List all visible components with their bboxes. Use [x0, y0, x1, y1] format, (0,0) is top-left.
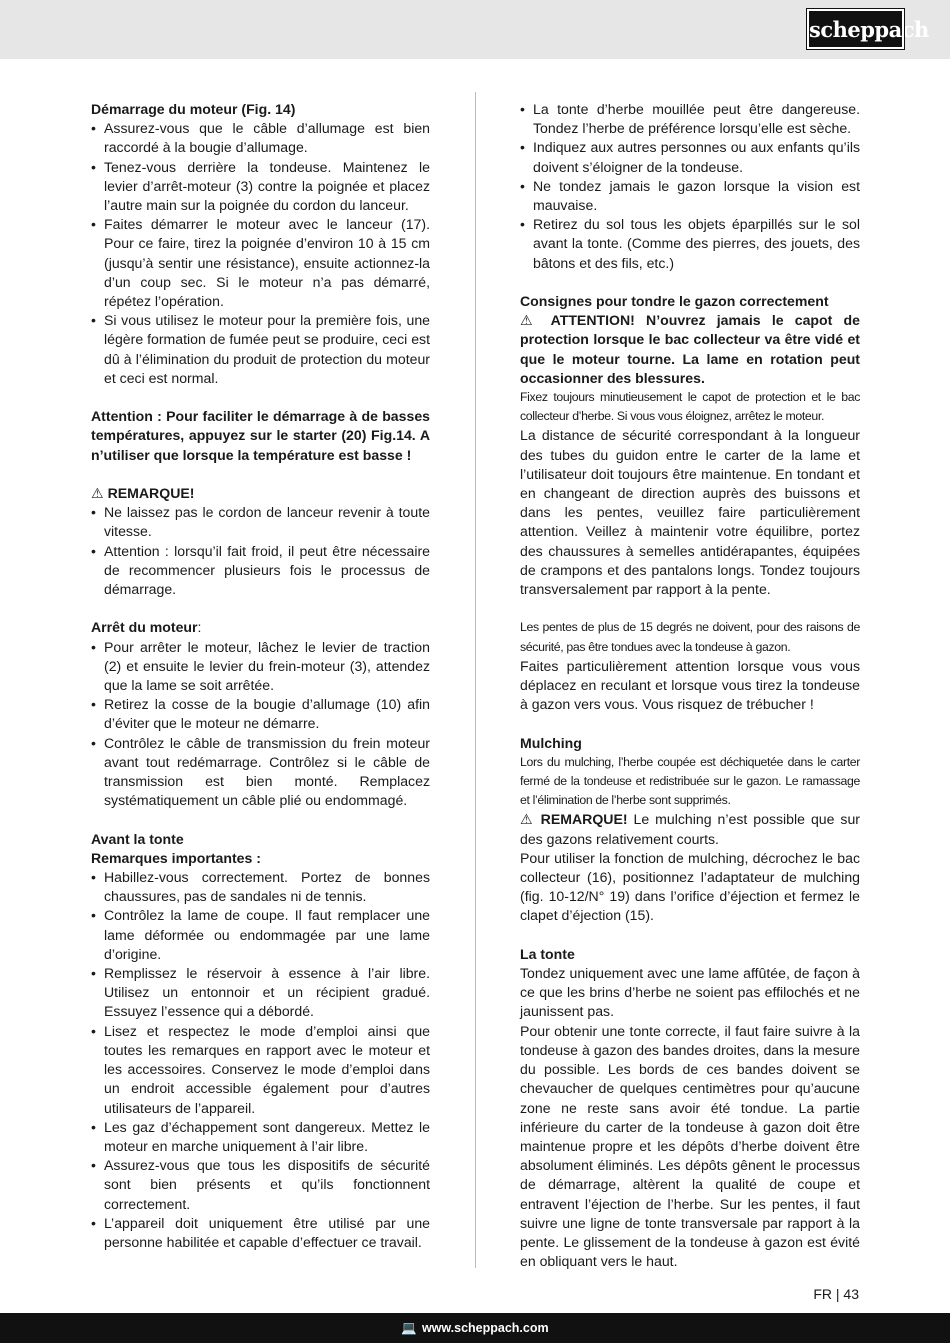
- section-subtitle-important-remarks: Remarques importantes :: [91, 849, 261, 866]
- list-item: • Retirez du sol tous les objets éparpillés sur le sol avant la tonte. (Comme des pierres, des jouets, des bâtons et des fils, etc.): [520, 215, 860, 273]
- brand-logo: scheppach: [807, 9, 904, 49]
- paragraph-sharp-blade: Tondez uniquement avec une lame affûtée, de façon à ce que les brins d’herbe ne soient pas effilochés et ne jaunissent pas.: [520, 965, 860, 1020]
- mulching-remark-label: REMARQUE!: [540, 811, 628, 828]
- mulching-remark-text: Le mulching n’est possible que sur des gazons relativement courts.: [520, 811, 860, 847]
- warning-icon: ⚠: [520, 312, 540, 329]
- section-title-before-mowing: Avant la tonte: [91, 830, 184, 847]
- list-item: • Faites démarrer le moteur avec le lanceur (17). Pour ce faire, tirez la poignée d’environ 10 à 15 cm (jusqu’à sentir une résistance), ensuite actionnez-la d’un coup sec. Si le moteur n’a pas démarré, répétez l’opération.: [91, 215, 430, 311]
- list-item: • Indiquez aux autres personnes ou aux enfants qu’ils doivent s’éloigner de la tondeuse.: [520, 138, 860, 176]
- remark-title: REMARQUE!: [107, 485, 195, 502]
- list-item: • La tonte d’herbe mouillée peut être dangereuse. Tondez l’herbe de préférence lorsqu’elle est sèche.: [520, 100, 860, 138]
- stop-engine-heading: [91, 618, 430, 637]
- small-note-protection-cover: Fixez toujours minutieusement le capot de protection et le bac collecteur d’herbe. Si vous vous éloignez, arrêtez le moteur.: [520, 390, 860, 424]
- list-item: • Attention : lorsqu’il fait froid, il peut être nécessaire de recommencer plusieurs fois le processus de démarrage.: [91, 542, 430, 600]
- list-item: • Assurez-vous que tous les dispositifs de sécurité sont bien présents et qu’ils fonctionnent correctement.: [91, 1156, 430, 1214]
- small-note-slopes: Les pentes de plus de 15 degrés ne doivent, pour des raisons de sécurité, pas être tondues avec la tondeuse à gazon.: [520, 620, 860, 654]
- list-item: • Contrôlez la lame de coupe. Il faut remplacer une lame déformée ou endommagée par une lame d’origine.: [91, 906, 430, 964]
- start-engine-list: [91, 119, 430, 388]
- stop-engine-list: [91, 638, 430, 811]
- left-column: [91, 100, 430, 1252]
- stop-engine-colon: :: [197, 619, 202, 636]
- list-item: • Les gaz d’échappement sont dangereux. Mettez le moteur en marche uniquement à l’air libre.: [91, 1118, 430, 1156]
- attention-note: Attention : Pour faciliter le démarrage à de basses températures, appuyez sur le starter (20) Fig.14. A n’utiliser que lorsque la température est basse !: [91, 408, 430, 463]
- list-item: • Tenez-vous derrière la tondeuse. Maintenez le levier d’arrêt-moteur (3) contre la poignée et placez l’autre main sur la poignée du cordon du lanceur.: [91, 158, 430, 216]
- paragraph-safety-distance: La distance de sécurité correspondant à la longueur des tubes du guidon entre le carter de la lame et l’utilisateur doit toujours être maintenue. En tondant et en changeant de direction auprès des buissons et dans les pentes, veuillez faire particulièrement attention. Veillez à maintenir votre équilibre, portez des chaussures à semelles antidérapantes, équipées de crampons et des pantalons longs. Tondez toujours transversalement par rapport à la pente.: [520, 427, 860, 598]
- remark-heading: [91, 484, 430, 503]
- continued-list: [520, 100, 860, 273]
- section-title-mulching: Mulching: [520, 734, 582, 751]
- website-link[interactable]: www.scheppach.com: [421, 1321, 549, 1335]
- list-item: • Ne laissez pas le cordon de lanceur revenir à toute vitesse.: [91, 503, 430, 541]
- list-item: • Habillez-vous correctement. Portez de bonnes chaussures, pas de sandales ni de tennis.: [91, 868, 430, 906]
- remark-list: [91, 503, 430, 599]
- paragraph-mulching-usage: Pour utiliser la fonction de mulching, décrochez le bac collecteur (16), positionnez l’adaptateur de mulching (fig. 10-12/N° 19) dans l’orifice d’éjection et fermez le clapet d’éjection (15).: [520, 849, 860, 924]
- list-item: • Assurez-vous que le câble d’allumage est bien raccordé à la bougie d’allumage.: [91, 119, 430, 157]
- mulching-remark: [520, 810, 860, 848]
- list-item: • L’appareil doit uniquement être utilisé par une personne habilitée et capable d’effectuer ce travail.: [91, 1214, 430, 1252]
- header-bar: [0, 0, 950, 59]
- footer-bar: [0, 1313, 950, 1343]
- paragraph-mowing-technique: Pour obtenir une tonte correcte, il faut faire suivre à la tondeuse à gazon des bandes droites, dans la mesure du possible. Les bords de ces bandes doivent se chevaucher de quelques centimètres pour qu’aucune zone ne reste sans avoir été tondue. La partie inférieure du carter de la tondeuse à gazon doit être maintenue propre et les dépôts d’herbe doivent être absolument éliminés. Les dépôts gênent le processus de démarrage, altèrent la qualité de coupe et entravent l’éjection de l’herbe. Sur les pentes, il faut suivre une ligne de tonte transversale par rapport à la pente. Le glissement de la tondeuse à gazon est évité en obliquant vers le haut.: [520, 1022, 860, 1270]
- right-column: [520, 100, 860, 1271]
- list-item: • Contrôlez le câble de transmission du frein moteur avant tout redémarrage. Contrôlez si le câble de transmission est bien monté. Remplacez systématiquement un câble plié ou endommagé.: [91, 734, 430, 811]
- section-title-mowing-instructions: Consignes pour tondre le gazon correctement: [520, 293, 829, 310]
- section-title-start-engine: Démarrage du moteur (Fig. 14): [91, 101, 296, 117]
- computer-icon: 💻: [401, 1321, 417, 1335]
- attention-warning: [520, 311, 860, 388]
- warning-icon: ⚠: [91, 485, 104, 502]
- before-mowing-list: [91, 868, 430, 1252]
- list-item: • Pour arrêter le moteur, lâchez le levier de traction (2) et ensuite le levier du frein-moteur (3), attendez que la lame se soit arrêtée.: [91, 638, 430, 696]
- page-number: FR | 43: [813, 1286, 859, 1302]
- warning-icon: ⚠: [520, 811, 535, 828]
- list-item: • Remplissez le réservoir à essence à l’air libre. Utilisez un entonnoir et un récipient gradué. Essuyez l’essence qui a débordé.: [91, 964, 430, 1022]
- list-item: • Retirez la cosse de la bougie d’allumage (10) afin d’éviter que le moteur ne démarre.: [91, 695, 430, 733]
- list-item: • Ne tondez jamais le gazon lorsque la vision est mauvaise.: [520, 177, 860, 215]
- small-note-mulching: Lors du mulching, l’herbe coupée est déchiquetée dans le carter fermé de la tondeuse et redistribuée sur le gazon. Le ramassage et l’élimination de l’herbe sont supprimés.: [520, 754, 860, 808]
- section-title-stop-engine: Arrêt du moteur: [91, 619, 198, 636]
- list-item: • Si vous utilisez le moteur pour la première fois, une légère formation de fumée peut se produire, ceci est dû à l’élimination du produit de protection du moteur et ceci est normal.: [91, 311, 430, 388]
- section-title-mowing: La tonte: [520, 945, 575, 962]
- list-item: • Lisez et respectez le mode d’emploi ainsi que toutes les remarques en rapport avec le moteur et les accessoires. Conservez le mode d’emploi dans un endroit accessible également pour d’autres utilisateurs de l’appareil.: [91, 1022, 430, 1118]
- attention-warning-text: ATTENTION! N’ouvrez jamais le capot de protection lorsque le bac collecteur va être vidé et que le moteur tourne. La lame en rotation peut occasionner des blessures.: [520, 312, 860, 386]
- paragraph-reversing: Faites particulièrement attention lorsque vous vous déplacez en reculant et lorsque vous tirez la tondeuse à gazon vers vous. Vous risquez de trébucher !: [520, 657, 860, 713]
- column-divider: [475, 92, 476, 1268]
